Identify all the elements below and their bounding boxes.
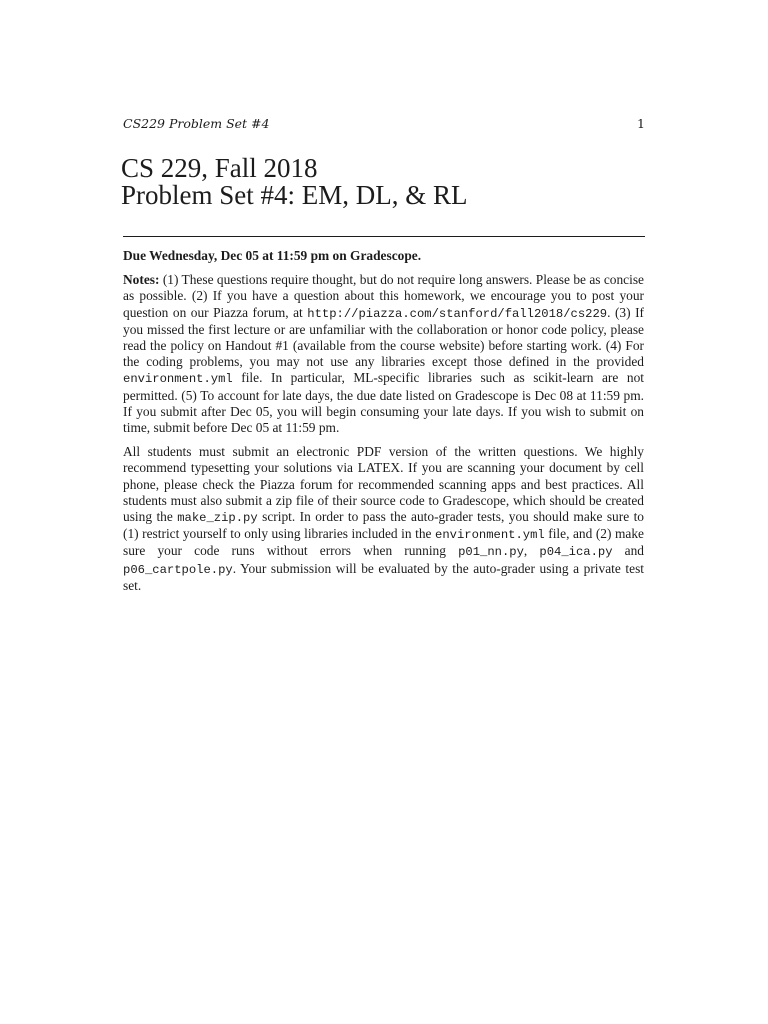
environment-file: environment.yml [435, 528, 545, 543]
page-number: 1 [637, 116, 645, 131]
notes-label: Notes: [123, 272, 160, 288]
running-header [123, 116, 645, 132]
notes-text-2: . (3) If you missed the first lecture or are unfamiliar with the collaboration or honor code policy, please read the policy on Handout #1 (available from the course website) before starting work. (4) For the coding problems, you may not use any libraries except those defined in the provided [123, 304, 644, 370]
due-date: Due Wednesday, Dec 05 at 11:59 pm on Gradescope. [123, 248, 422, 263]
running-title: CS229 Problem Set #4 [123, 116, 270, 131]
submission-text-1: All students must submit an electronic PDF version of the written questions. We highly recommend typesetting your solutions via [123, 444, 644, 476]
submission-text-5: . Your submission will be evaluated by the auto-grader using a private test set. [123, 560, 644, 593]
separator: , [523, 543, 540, 559]
submission-text-3: script. In order to pass the auto-grader tests, you should make sure to (1) restrict yourself to only using libraries included in the [123, 509, 644, 542]
title-line-1: CS 229, Fall 2018 [121, 153, 318, 183]
code-file-ica: p04_ica.py [539, 545, 613, 560]
submission-text-4: file, and (2) make sure your code runs without errors when running [123, 526, 644, 559]
document-body [123, 248, 644, 602]
separator: and [612, 543, 644, 559]
notes-text-1: (1) These questions require thought, but do not require long answers. Please be as concise as possible. (2) If you have a question about this homework, we encourage you to post your question on our Piazza forum, at [123, 272, 644, 320]
environment-file: environment.yml [123, 372, 233, 387]
code-file-nn: p01_nn.py [458, 545, 524, 560]
submission-text-2: . If you are scanning your document by cell phone, please check the Piazza forum for recommended scanning apps and best practices. All students must also submit a zip file of their source code to Gradescope, which should be created using the [123, 460, 644, 525]
code-file-cartpole: p06_cartpole.py [123, 562, 233, 577]
title-line-2: Problem Set #4: EM, DL, & RL [121, 180, 468, 210]
notes-text-3: file. In particular, ML-specific libraries such as scikit-learn are not permitted. (5) To account for late days, the due date listed on Gradescope is Dec 08 at 11:59 pm. If you submit after Dec 05, you will begin consuming your late days. If you wish to submit on time, submit before Dec 05 at 11:59 pm. [123, 370, 644, 436]
title-divider [123, 236, 645, 237]
notes-paragraph [123, 272, 644, 436]
submission-paragraph [123, 444, 644, 594]
zip-script-file: make_zip.py [177, 511, 258, 526]
document-title [121, 155, 645, 209]
piazza-link[interactable]: http://piazza.com/stanford/fall2018/cs229 [307, 306, 608, 321]
latex-logo: LATEX [357, 460, 401, 476]
